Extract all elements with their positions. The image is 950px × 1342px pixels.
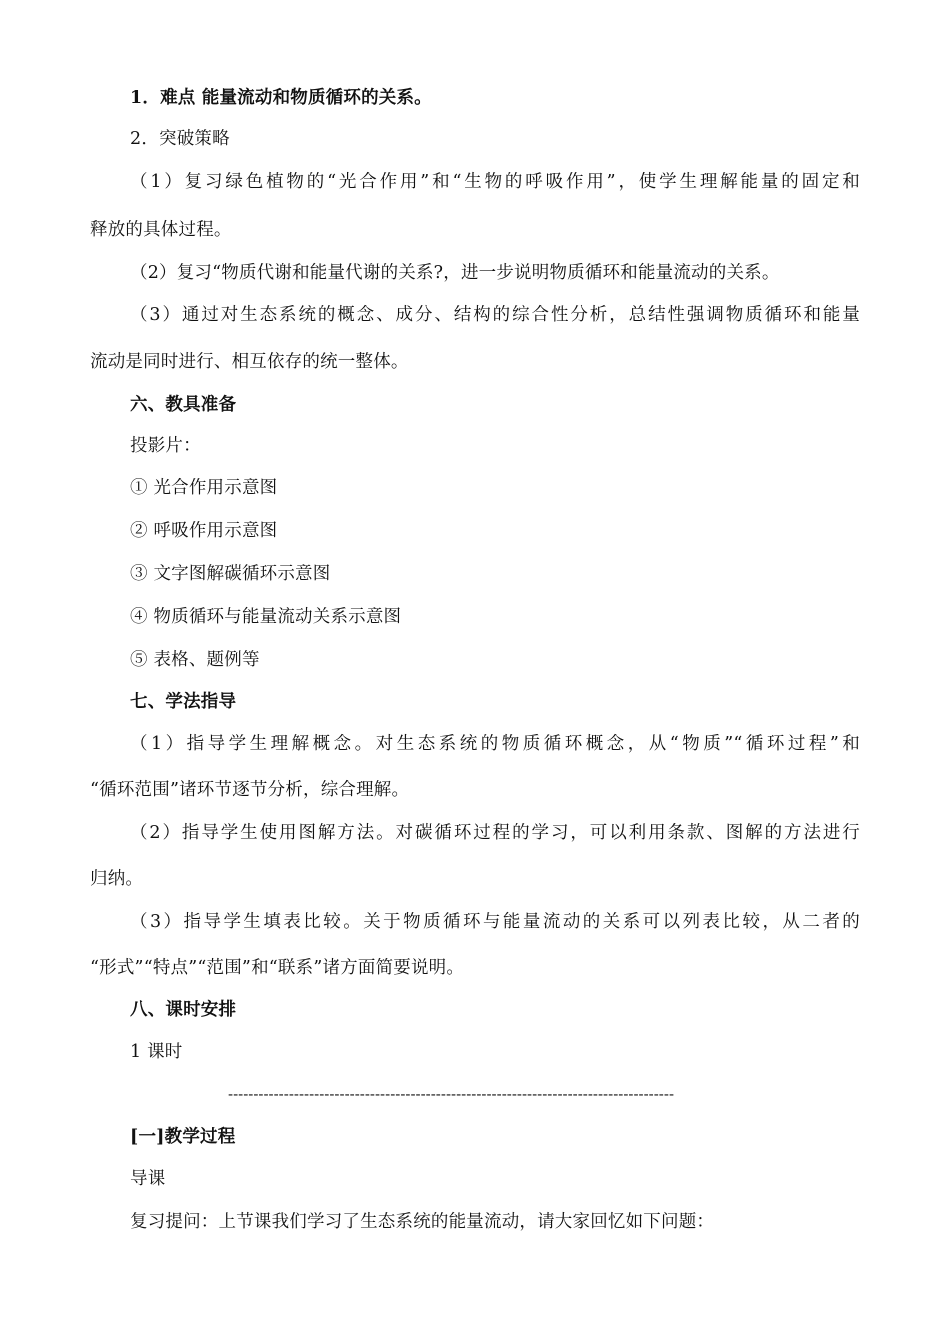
- class-hours: 1 课时: [130, 1042, 183, 1062]
- strategy-2-line: （2）复习“物质代谢和能量代谢的关系?，进一步说明物质循环和能量流动的关系。: [130, 263, 780, 283]
- section-divider: ----------------------------------------------------------------------------------------: [228, 1085, 675, 1103]
- review-question: 复习提问：上节课我们学习了生态系统的能量流动，请大家回忆如下问题：: [130, 1212, 715, 1232]
- section-eight-heading: 八、课时安排: [130, 1000, 237, 1020]
- section-six-heading: 六、教具准备: [130, 395, 237, 415]
- method-1-line-2: “循环范围”诸环节逐节分析，综合理解。: [90, 780, 410, 800]
- method-2-line-1: （2）指导学生使用图解方法。对碳循环过程的学习，可以利用条款、图解的方法进行: [130, 823, 860, 843]
- method-3-line-2: “形式”“特点”“范围”和“联系”诸方面简要说明。: [90, 958, 465, 978]
- slide-item-1: ① 光合作用示意图: [130, 478, 278, 498]
- method-3-line-1: （3）指导学生填表比较。关于物质循环与能量流动的关系可以列表比较，从二者的: [130, 912, 860, 932]
- method-2-line-2: 归纳。: [90, 869, 144, 889]
- slide-item-3: ③ 文字图解碳循环示意图: [130, 564, 331, 584]
- strategy-3-line-2: 流动是同时进行、相互依存的统一整体。: [90, 352, 409, 372]
- teaching-process-heading: [一]教学过程: [130, 1127, 236, 1147]
- slide-item-4: ④ 物质循环与能量流动关系示意图: [130, 607, 402, 627]
- strategy-heading: 2．突破策略: [130, 129, 230, 149]
- difficulty-line: 1．难点 能量流动和物质循环的关系。: [130, 88, 432, 108]
- slides-label: 投影片：: [130, 436, 201, 456]
- strategy-1-line-1: （1）复习绿色植物的“光合作用”和“生物的呼吸作用”，使学生理解能量的固定和: [130, 172, 860, 192]
- strategy-3-line-1: （3）通过对生态系统的概念、成分、结构的综合性分析，总结性强调物质循环和能量: [130, 305, 860, 325]
- lead-in-label: 导课: [130, 1169, 166, 1189]
- slide-item-5: ⑤ 表格、题例等: [130, 650, 260, 670]
- slide-item-2: ② 呼吸作用示意图: [130, 521, 278, 541]
- strategy-1-line-2: 释放的具体过程。: [90, 220, 232, 240]
- section-seven-heading: 七、学法指导: [130, 692, 237, 712]
- method-1-line-1: （1）指导学生理解概念。对生态系统的物质循环概念，从“物质”“循环过程”和: [130, 734, 860, 754]
